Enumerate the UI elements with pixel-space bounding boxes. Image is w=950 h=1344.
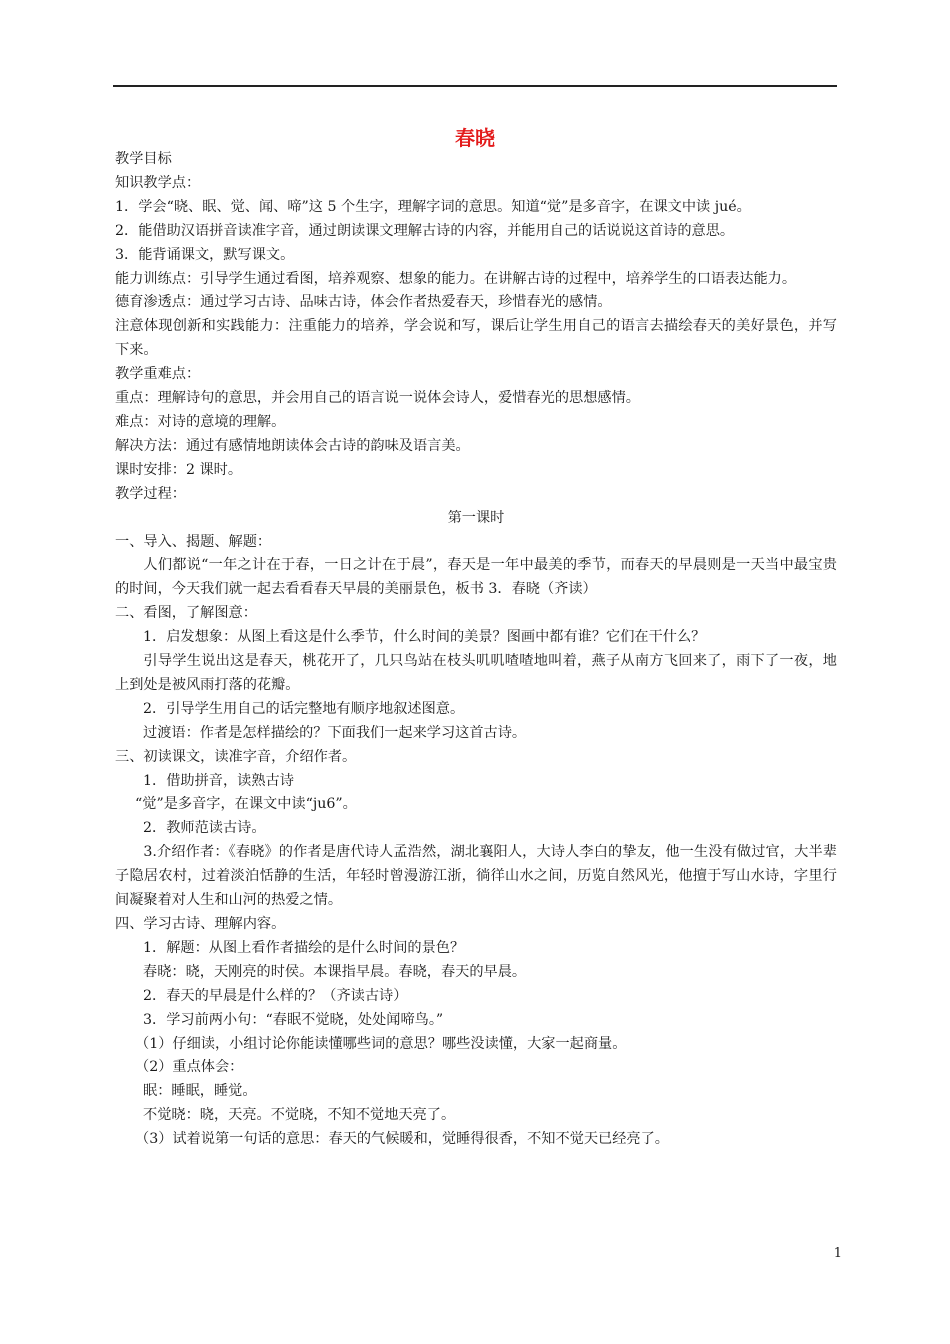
paragraph: 三、初读课文，读准字音，介绍作者。 (115, 748, 357, 765)
paragraph: （2）重点体会： (135, 1059, 244, 1076)
paragraph: 知识教学点： (115, 174, 201, 191)
section-heading: 第一课时 (447, 509, 505, 526)
paragraph: 教学目标 (115, 151, 172, 167)
paragraph: 2．春天的早晨是什么样的？（齐读古诗） (143, 987, 408, 1004)
document-body (115, 148, 837, 1152)
paragraph: 2．能借助汉语拼音读准字音，通过朗读课文理解古诗的内容，并能用自己的话说说这首诗的意思。 (115, 222, 735, 239)
paragraph: 3.介绍作者：《春晓》的作者是唐代诗人孟浩然，湖北襄阳人，大诗人李白的挚友，他一生没有做过官，大半辈子隐居农村，过着淡泊恬静的生活，年轻时曾漫游江浙，徜徉山水之间，历览自然风光，他擅于写山水诗，字里行间凝聚着对人生和山河的热爱之情。 (115, 844, 837, 909)
paragraph: 1．启发想象：从图上看这是什么季节，什么时间的美景？图画中都有谁？它们在干什么？ (143, 629, 706, 646)
paragraph: 2．引导学生用自己的话完整地有顺序地叙述图意。 (143, 700, 465, 717)
paragraph: 难点：对诗的意境的理解。 (115, 413, 286, 430)
page-number: 1 (833, 1246, 842, 1261)
paragraph: 四、学习古诗、理解内容。 (115, 916, 286, 932)
paragraph: （1）仔细读，小组讨论你能读懂哪些词的意思？哪些没读懂，大家一起商量。 (135, 1035, 627, 1052)
paragraph: 教学过程： (115, 485, 186, 502)
paragraph: 3．学习前两小句：“春眠不觉晓，处处闻啼鸟。” (143, 1011, 444, 1028)
paragraph: 人们都说“一年之计在于春，一日之计在于晨”，春天是一年中最美的季节，而春天的早晨则是一天当中最宝贵的时间，今天我们就一起去看看春天早晨的美丽景色，板书 3．春晓（齐读） (115, 557, 837, 598)
paragraph: “觉”是多音字，在课文中读“ju6”。 (135, 796, 357, 813)
paragraph: 过渡语：作者是怎样描绘的？下面我们一起来学习这首古诗。 (143, 724, 527, 741)
paragraph: 课时安排：2 课时。 (115, 461, 243, 478)
paragraph: 2．教师范读古诗。 (143, 820, 266, 837)
paragraph: 1．解题：从图上看作者描绘的是什么时间的景色？ (143, 939, 465, 956)
paragraph: 引导学生说出这是春天，桃花开了，几只鸟站在枝头叽叽喳喳地叫着，燕子从南方飞回来了，雨下了一夜，地上到处是被风雨打落的花瓣。 (115, 653, 837, 693)
paragraph: 眠：睡眠，睡觉。 (143, 1083, 257, 1100)
paragraph: 3．能背诵课文，默写课文。 (115, 246, 295, 263)
paragraph: 解决方法：通过有感情地朗读体会古诗的韵味及语言美。 (115, 437, 470, 454)
paragraph: 春晓：晓，天刚亮的时侯。本课指早晨。春晓，春天的早晨。 (143, 963, 527, 980)
paragraph: 一、导入、揭题、解题： (115, 533, 272, 550)
paragraph: 重点：理解诗句的意思，并会用自己的语言说一说体会诗人，爱惜春光的思想感情。 (115, 390, 640, 407)
paragraph: 二、看图，了解图意： (115, 605, 257, 622)
document-title: 春晓 (455, 126, 495, 150)
paragraph: 1．借助拼音，读熟古诗 (143, 772, 294, 789)
paragraph: 不觉晓：晓，天亮。不觉晓，不知不觉地天亮了。 (143, 1107, 456, 1124)
paragraph: 能力训练点：引导学生通过看图，培养观察、想象的能力。在讲解古诗的过程中，培养学生的口语表达能力。 (115, 270, 797, 287)
paragraph: 注意体现创新和实践能力：注重能力的培养，学会说和写，课后让学生用自己的语言去描绘春天的美好景色，并写下来。 (115, 318, 837, 359)
paragraph: 德育渗透点：通过学习古诗、品味古诗，体会作者热爱春天，珍惜春光的感情。 (115, 294, 612, 311)
header-rule (113, 85, 837, 87)
paragraph: 教学重难点： (115, 366, 201, 383)
paragraph: （3）试着说第一句话的意思：春天的气候暖和，觉睡得很香，不知不觉天已经亮了。 (135, 1131, 669, 1148)
paragraph: 1．学会“晓、眠、觉、闻、啼”这 5 个生字，理解字词的意思。知道“觉”是多音字，在课文中读 jué。 (115, 198, 751, 215)
